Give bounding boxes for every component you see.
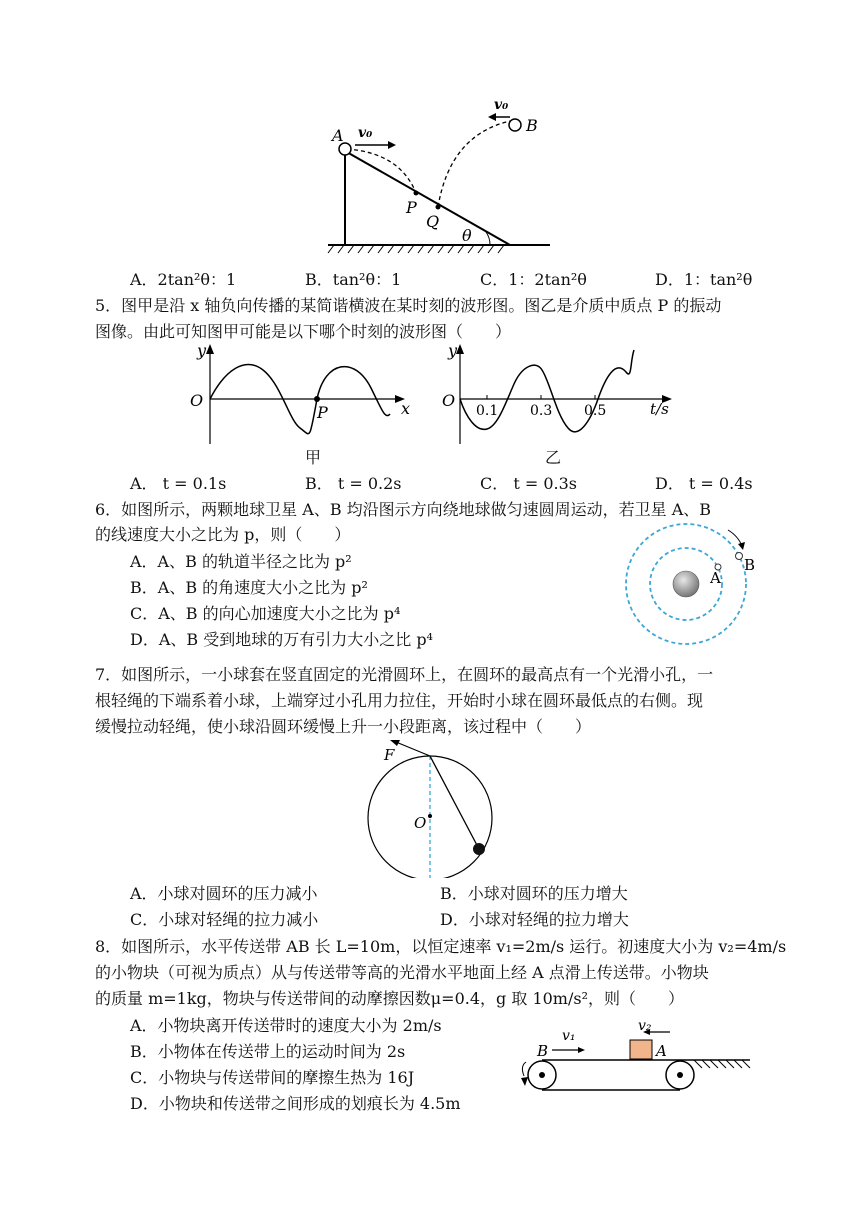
q5-figure-yi [440, 342, 680, 462]
q8-option-b: B．小物体在传送带上的运动时间为 2s [130, 1042, 406, 1061]
q5-jia-o: O [190, 391, 204, 410]
q7-figure [360, 738, 510, 878]
q5-yi-y: y [448, 342, 458, 360]
q5-yi-tick-05: 0.5 [584, 403, 607, 419]
q8-stem-line3: 的质量 m=1kg，物块与传送带间的动摩擦因数μ=0.4，g 取 10m/s²，则（ ） [95, 989, 684, 1008]
q6-option-a: A．A、B 的轨道半径之比为 p² [130, 552, 352, 571]
q4-figure [320, 95, 550, 255]
q7-stem-line2: 根轻绳的下端系着小球，上端穿过小孔用力拉住，开始时小球在圆环最低点的右侧。现 [95, 691, 704, 710]
q7-label-o: O [414, 814, 427, 832]
q7-option-c: C．小球对轻绳的拉力减小 [130, 910, 319, 929]
q8-option-c: C．小物块与传送带间的摩擦生热为 16J [130, 1068, 415, 1087]
q5-caption-yi: 乙 [545, 448, 562, 467]
q5-option-a: A． t = 0.1s [130, 474, 227, 493]
q5-yi-o: O [442, 391, 456, 410]
q8-stem-line2: 的小物块（可视为质点）从与传送带等高的光滑水平地面上经 A 点滑上传送带。小物块 [95, 963, 709, 982]
q5-jia-x: x [401, 399, 411, 418]
q4-label-q: Q [426, 212, 440, 231]
q6-option-b: B．A、B 的角速度大小之比为 p² [130, 578, 368, 597]
q5-yi-t: t/s [650, 400, 669, 418]
q4-label-v0: v₀ [358, 125, 373, 141]
q4-label-a: A [332, 126, 344, 145]
q6-label-b: B [744, 556, 756, 574]
q8-figure [510, 1020, 760, 1100]
q5-stem-line2: 图像。由此可知图甲可能是以下哪个时刻的波形图（ ） [95, 322, 512, 341]
q5-yi-tick-01: 0.1 [476, 403, 499, 419]
q8-label-b: B [537, 1042, 549, 1060]
q8-option-a: A．小物块离开传送带时的速度大小为 2m/s [130, 1016, 442, 1035]
q6-option-d: D．A、B 受到地球的万有引力大小之比 p⁴ [130, 630, 433, 649]
q4-option-d: D．1：tan²θ [655, 270, 753, 289]
q6-stem-line2: 的线速度大小之比为 p，则（ ） [95, 525, 351, 544]
q7-stem-line3: 缓慢拉动轻绳，使小球沿圆环缓慢上升一小段距离，该过程中（ ） [95, 717, 592, 736]
q7-option-b: B．小球对圆环的压力增大 [440, 884, 628, 903]
q6-option-c: C．A、B 的向心加速度大小之比为 p⁴ [130, 604, 401, 623]
q5-figure-jia [185, 342, 415, 462]
q5-option-b: B． t = 0.2s [305, 474, 402, 493]
q7-option-a: A．小球对圆环的压力减小 [130, 884, 318, 903]
q4-label-p: P [406, 198, 417, 217]
q5-caption-jia: 甲 [305, 448, 322, 467]
q8-label-a: A [656, 1042, 667, 1060]
q6-figure [620, 520, 770, 660]
q5-jia-p: P [317, 403, 328, 422]
q5-option-c: C． t = 0.3s [480, 474, 577, 493]
q4-option-c: C．1：2tan²θ [480, 270, 587, 289]
q8-stem-line1: 8．如图所示，水平传送带 AB 长 L=10m，以恒定速率 v₁=2m/s 运行。初速度大小为 v₂=4m/s [95, 937, 787, 956]
q8-option-d: D．小物块和传送带之间形成的划痕长为 4.5m [130, 1094, 461, 1113]
q8-label-v2: v₂ [638, 1020, 652, 1034]
q4-label-v0-b: v₀ [494, 97, 509, 113]
q7-option-d: D．小球对轻绳的拉力增大 [440, 910, 629, 929]
q8-label-v1: v₁ [562, 1028, 576, 1044]
q4-option-a: A．2tan²θ：1 [130, 270, 237, 289]
q4-label-b: B [526, 116, 538, 135]
q7-label-f: F [384, 746, 395, 764]
q7-stem-line1: 7．如图所示，一小球套在竖直固定的光滑圆环上，在圆环的最高点有一个光滑小孔，一 [95, 665, 714, 684]
q6-label-a: A [710, 569, 721, 587]
q5-stem-line1: 5．图甲是沿 x 轴负向传播的某简谐横波在某时刻的波形图。图乙是介质中质点 P 的振动 [95, 296, 722, 315]
q4-option-b: B．tan²θ：1 [305, 270, 402, 289]
q5-jia-y: y [197, 342, 207, 360]
q6-stem-line1: 6．如图所示，两颗地球卫星 A、B 均沿图示方向绕地球做匀速圆周运动，若卫星 A、B [95, 500, 712, 519]
q5-yi-tick-03: 0.3 [530, 403, 553, 419]
q5-option-d: D． t = 0.4s [655, 474, 753, 493]
q4-label-theta: θ [462, 226, 472, 245]
